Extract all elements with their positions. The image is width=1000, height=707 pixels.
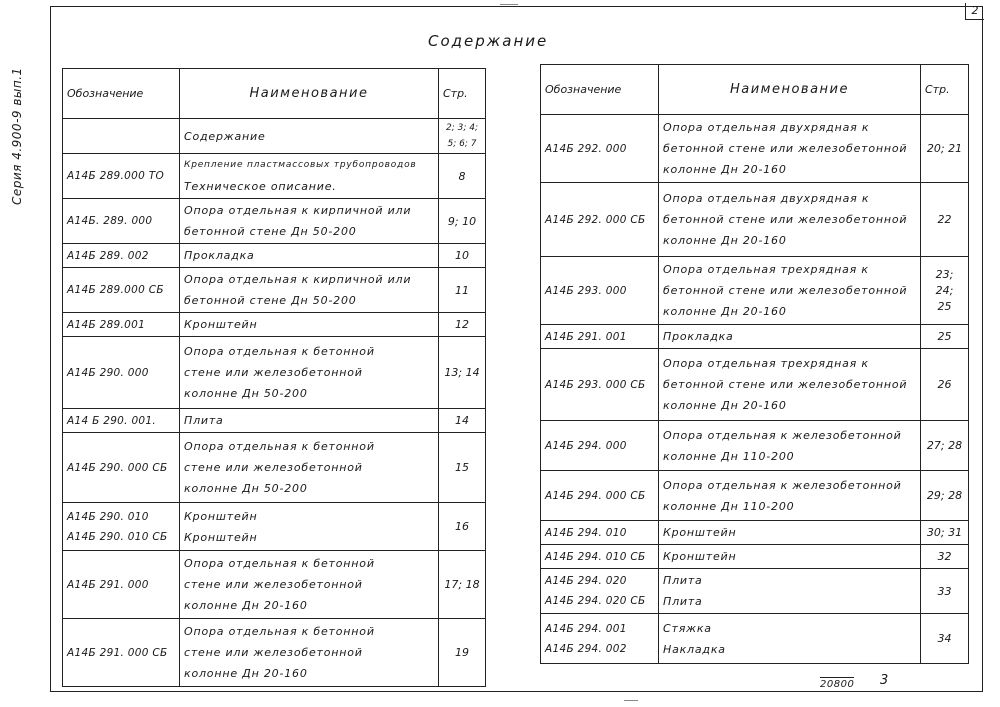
page-title: Содержание	[428, 32, 549, 50]
toc-name-cell	[180, 337, 439, 409]
toc-page-cell	[921, 421, 969, 471]
toc-code: А14Б 294. 020	[545, 575, 627, 587]
toc-row	[63, 619, 486, 687]
toc-row	[63, 503, 486, 551]
toc-row	[541, 521, 969, 545]
toc-row	[63, 199, 486, 244]
toc-code: А14Б 294. 001	[545, 622, 627, 635]
toc-row	[63, 409, 486, 433]
toc-page: 20; 21	[926, 142, 963, 155]
toc-name: Накладка	[663, 642, 726, 656]
toc-code: А14Б 292. 000	[545, 142, 627, 155]
toc-name-cell	[659, 421, 921, 471]
toc-page-cell	[921, 349, 969, 421]
toc-code: А14Б 289.000 СБ	[67, 284, 164, 296]
toc-name: Опора отдельная к бетонной	[184, 440, 375, 453]
toc-page-cell	[921, 521, 969, 545]
toc-code: А14Б 291. 000 СБ	[67, 646, 168, 659]
toc-name-cell	[659, 471, 921, 521]
toc-page: 25	[937, 299, 952, 313]
toc-name: стене или железобетонной	[184, 461, 363, 474]
toc-code: А14Б 294. 020 СБ	[545, 595, 646, 607]
toc-code-cell	[63, 154, 180, 199]
toc-page-cell	[439, 268, 486, 313]
toc-page: 12	[455, 318, 469, 331]
toc-code: А14Б 292. 000 СБ	[545, 213, 646, 226]
toc-name: Опора отдельная к железобетонной	[663, 428, 902, 442]
toc-page: 5; 6; 7	[447, 139, 477, 149]
toc-name: бетонной стене или железобетонной	[663, 213, 908, 226]
toc-page: 27; 28	[926, 439, 963, 452]
toc-name-cell	[659, 521, 921, 545]
toc-name: Опора отдельная к бетонной	[184, 345, 375, 358]
toc-row	[63, 551, 486, 619]
toc-code: А14Б 294. 002	[545, 642, 627, 655]
toc-code-cell	[63, 119, 180, 154]
toc-code-cell	[541, 471, 659, 521]
toc-name-cell	[180, 154, 439, 199]
toc-row	[63, 268, 486, 313]
toc-name: Стяжка	[663, 621, 712, 635]
toc-row	[541, 325, 969, 349]
toc-page: 32	[937, 550, 952, 563]
toc-name: бетонной стене или железобетонной	[663, 142, 908, 155]
toc-code-cell	[541, 521, 659, 545]
sheet-corner-number: 2	[965, 3, 984, 20]
toc-code-cell	[541, 349, 659, 421]
toc-name-cell	[659, 614, 921, 664]
toc-name: Плита	[663, 595, 703, 608]
toc-code: А14Б 290. 010	[67, 510, 149, 523]
toc-page-cell	[439, 199, 486, 244]
toc-code: А14 Б 290. 001.	[67, 414, 157, 427]
toc-page-cell	[921, 471, 969, 521]
toc-name-cell	[659, 115, 921, 183]
toc-name: стене или железобетонной	[184, 366, 363, 379]
toc-name-cell	[180, 313, 439, 337]
toc-code: А14Б 294. 010	[545, 526, 627, 539]
toc-name: колонне Дн 20-160	[663, 305, 787, 318]
toc-row	[541, 569, 969, 614]
toc-name: колонне Дн 50-200	[184, 482, 308, 495]
toc-page-cell	[439, 337, 486, 409]
toc-name: колонне Дн 110-200	[663, 499, 795, 513]
toc-name-cell	[180, 199, 439, 244]
toc-code-cell	[63, 619, 180, 687]
toc-code: А14Б 294. 010 СБ	[545, 550, 646, 563]
header-page: Стр.	[439, 69, 486, 119]
toc-name: Опора отдельная двухрядная к	[663, 121, 870, 134]
toc-page-cell	[921, 257, 969, 325]
toc-page: 9; 10	[447, 214, 477, 228]
header-page: Стр.	[921, 65, 969, 115]
toc-row	[541, 471, 969, 521]
toc-page: 23;	[935, 267, 954, 281]
toc-page: 34	[937, 632, 952, 645]
series-label: Серия 4.900-9 вып.1	[10, 67, 24, 205]
toc-page-cell	[439, 503, 486, 551]
toc-name: Опора отдельная трехрядная к	[663, 357, 869, 370]
toc-code: А14Б 294. 000	[545, 439, 627, 452]
header-code: Обозначение	[541, 65, 659, 115]
toc-page: 8	[458, 169, 466, 183]
toc-code-cell	[541, 614, 659, 664]
toc-page-cell	[439, 119, 486, 154]
toc-page-cell	[439, 409, 486, 433]
toc-code: А14Б 289. 002	[67, 249, 149, 262]
header-name: Наименование	[180, 69, 439, 119]
toc-row	[541, 421, 969, 471]
toc-table-left	[62, 68, 486, 687]
toc-name: Прокладка	[663, 330, 734, 343]
toc-row	[63, 119, 486, 154]
toc-name: колонне Дн 20-160	[663, 163, 787, 176]
toc-name: Плита	[184, 414, 224, 427]
toc-page: 15	[455, 461, 469, 474]
toc-name: Кронштейн	[184, 509, 258, 523]
scan-mark	[500, 4, 518, 5]
scan-mark	[624, 700, 638, 701]
page-number: 3	[880, 673, 889, 688]
toc-row	[63, 433, 486, 503]
header-name: Наименование	[659, 65, 921, 115]
toc-name: Кронштейн	[184, 530, 258, 544]
toc-name: Опора отдельная к бетонной	[184, 557, 375, 570]
toc-row	[63, 337, 486, 409]
toc-name: Плита	[663, 574, 703, 587]
toc-row	[541, 545, 969, 569]
toc-code-cell	[541, 569, 659, 614]
toc-name: Опора отдельная трехрядная к	[663, 263, 869, 276]
toc-page: 17; 18	[444, 578, 480, 591]
toc-name: колонне Дн 20-160	[184, 599, 308, 612]
toc-page: 16	[455, 520, 469, 533]
toc-name: колонне Дн 20-160	[184, 667, 308, 680]
toc-name: бетонной стене или железобетонной	[663, 378, 908, 391]
toc-page-cell	[921, 115, 969, 183]
toc-code: А14Б 290. 000	[67, 366, 149, 379]
toc-page-cell	[921, 545, 969, 569]
toc-code-cell	[63, 409, 180, 433]
toc-row	[63, 244, 486, 268]
document-number: 20800	[820, 679, 855, 690]
toc-name: Опора отдельная к бетонной	[184, 625, 375, 638]
toc-name: Кронштейн	[663, 550, 737, 563]
toc-page: 14	[455, 414, 469, 427]
toc-name-cell	[180, 433, 439, 503]
toc-name: колонне Дн 20-160	[663, 399, 787, 412]
toc-page: 24;	[935, 283, 954, 297]
toc-code-cell	[63, 503, 180, 551]
toc-name-cell	[659, 325, 921, 349]
toc-row	[541, 614, 969, 664]
toc-name-cell	[180, 119, 439, 154]
toc-name-cell	[659, 545, 921, 569]
toc-page: 11	[455, 283, 469, 297]
toc-code-cell	[541, 183, 659, 257]
toc-page-cell	[439, 244, 486, 268]
toc-name: стене или железобетонной	[184, 578, 363, 591]
toc-name: стене или железобетонной	[184, 646, 363, 659]
toc-table-right	[540, 64, 969, 664]
toc-code-cell	[63, 551, 180, 619]
toc-code: А14Б 293. 000	[545, 284, 627, 297]
toc-code: А14Б 290. 000 СБ	[67, 461, 168, 474]
toc-page: 10	[455, 249, 469, 262]
header-code: Обозначение	[63, 69, 180, 119]
toc-page-cell	[439, 313, 486, 337]
toc-name-cell	[659, 183, 921, 257]
toc-code: А14Б 291. 001	[545, 330, 627, 343]
toc-row	[541, 183, 969, 257]
toc-page: 29; 28	[926, 489, 963, 502]
toc-name: Опора отдельная к кирпичной или	[184, 273, 412, 286]
toc-page: 30; 31	[926, 526, 963, 539]
toc-code-cell	[63, 244, 180, 268]
toc-page: 25	[937, 330, 952, 343]
toc-name: Опора отдельная к железобетонной	[663, 478, 902, 492]
toc-code-cell	[541, 115, 659, 183]
toc-code: А14Б 293. 000 СБ	[545, 378, 646, 391]
toc-code-cell	[541, 545, 659, 569]
toc-page: 2; 3; 4;	[446, 123, 478, 133]
toc-page-cell	[921, 183, 969, 257]
toc-name: Техническое описание.	[184, 180, 337, 193]
toc-page-cell	[439, 619, 486, 687]
toc-code: А14Б 289.000 ТО	[67, 170, 165, 182]
toc-row	[63, 313, 486, 337]
toc-name-cell	[659, 257, 921, 325]
toc-name-cell	[180, 503, 439, 551]
toc-name-cell	[180, 244, 439, 268]
toc-name: бетонной стене или железобетонной	[663, 284, 908, 297]
toc-code: А14Б 291. 000	[67, 578, 149, 591]
toc-page-cell	[921, 325, 969, 349]
toc-name: бетонной стене Дн 50-200	[184, 225, 357, 238]
toc-code: А14Б. 289. 000	[67, 215, 153, 227]
toc-name: колонне Дн 50-200	[184, 387, 308, 400]
toc-name: Опора отдельная к кирпичной или	[184, 204, 412, 217]
toc-name-cell	[180, 619, 439, 687]
toc-page-cell	[439, 154, 486, 199]
toc-code-cell	[541, 257, 659, 325]
toc-name: Крепление пластмассовых трубопроводов	[184, 160, 417, 170]
toc-row	[541, 115, 969, 183]
toc-code: А14Б 289.001	[67, 318, 146, 331]
toc-name: бетонной стене Дн 50-200	[184, 294, 357, 307]
toc-page-cell	[921, 614, 969, 664]
toc-page-cell	[921, 569, 969, 614]
toc-name: Содержание	[184, 129, 266, 143]
toc-name: колонне Дн 20-160	[663, 234, 787, 247]
toc-row	[63, 154, 486, 199]
toc-row	[541, 257, 969, 325]
toc-code-cell	[63, 337, 180, 409]
toc-page: 26	[937, 378, 952, 391]
toc-name-cell	[659, 349, 921, 421]
toc-code-cell	[63, 268, 180, 313]
toc-page-cell	[439, 551, 486, 619]
toc-code-cell	[541, 421, 659, 471]
toc-name: Опора отдельная двухрядная к	[663, 192, 870, 205]
toc-page: 19	[455, 646, 469, 659]
toc-code-cell	[63, 199, 180, 244]
toc-page: 33	[937, 584, 952, 598]
toc-page: 13; 14	[444, 366, 480, 379]
toc-row	[541, 349, 969, 421]
toc-name-cell	[659, 569, 921, 614]
toc-code: А14Б 294. 000 СБ	[545, 489, 646, 502]
toc-code: А14Б 290. 010 СБ	[67, 530, 168, 543]
toc-name: Прокладка	[184, 249, 255, 262]
toc-name: Кронштейн	[663, 526, 737, 539]
toc-page-cell	[439, 433, 486, 503]
toc-name-cell	[180, 551, 439, 619]
toc-name-cell	[180, 268, 439, 313]
toc-name: Кронштейн	[184, 318, 258, 331]
toc-name: колонне Дн 110-200	[663, 449, 795, 463]
toc-name-cell	[180, 409, 439, 433]
toc-code-cell	[541, 325, 659, 349]
toc-page: 22	[937, 213, 952, 226]
toc-code-cell	[63, 433, 180, 503]
toc-code-cell	[63, 313, 180, 337]
